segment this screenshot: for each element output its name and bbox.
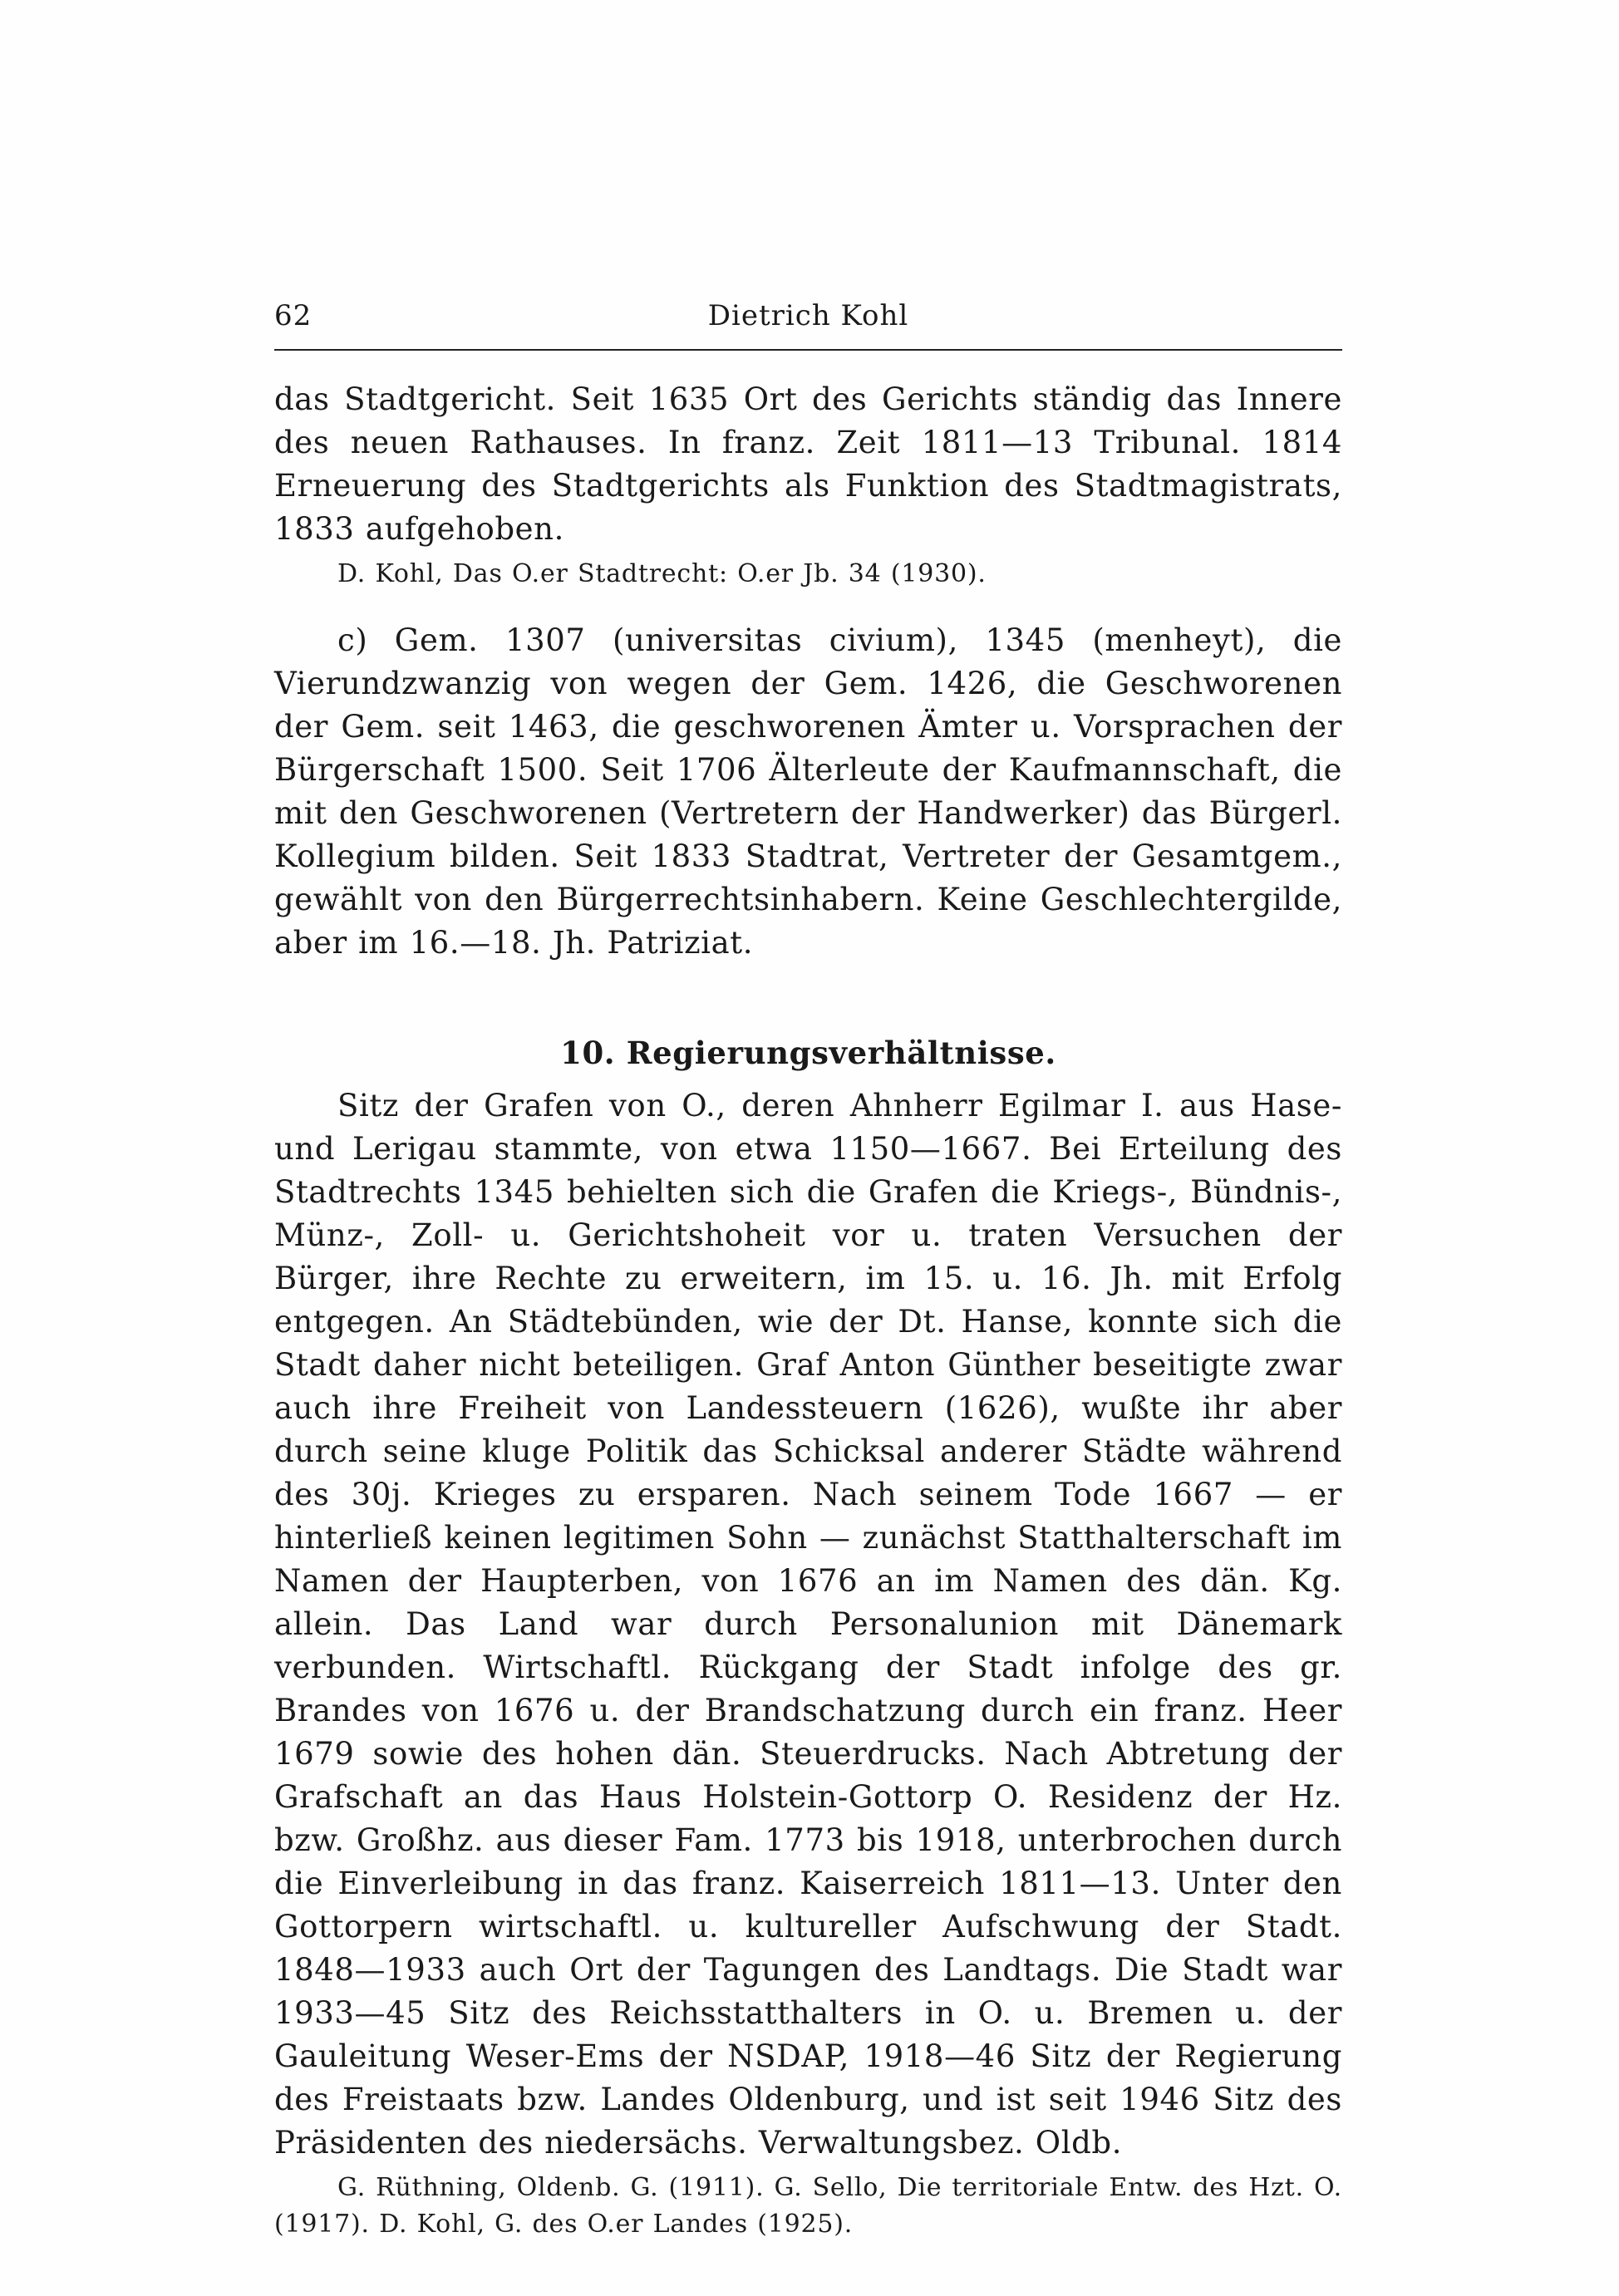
- page-header: [274, 299, 1342, 351]
- citation-literature: G. Rüthning, Oldenb. G. (1911). G. Sello, Die territoriale Entw. des Hzt. O. (1917). D. Kohl, G. des O.er Landes (1925).: [274, 2173, 1342, 2239]
- section-heading: 10. Regierungsverhältnisse.: [560, 1035, 1056, 1071]
- paragraph-gemeinde: c) Gem. 1307 (universitas civium), 1345 (menheyt), die Vierundzwanzig von wegen der Gem. 1426, die Geschworenen der Gem. seit 1463, die geschworenen Ämter u. Vorsprachen der Bürgerschaft 1500. Seit 1706 Älterleute der Kaufmannschaft, die mit den Geschworenen (Vertretern der Handwerker) das Bürgerl. Kollegium bilden. Seit 1833 Stadtrat, Vertreter der Gesamtgem., gewählt von den Bürgerrechtsinhabern. Keine Geschlechtergilde, aber im 16.—18. Jh. Patriziat.: [274, 622, 1342, 961]
- citation-stadtrecht: D. Kohl, Das O.er Stadtrecht: O.er Jb. 34 (1930).: [337, 559, 987, 588]
- spacer: [274, 965, 1342, 1031]
- page-body: [274, 378, 1342, 2243]
- running-title: Dietrich Kohl: [707, 299, 909, 332]
- paragraph-regierung: Sitz der Grafen von O., deren Ahnherr Egilmar I. aus Hase- und Lerigau stammte, von etwa 1150—1667. Bei Erteilung des Stadtrechts 1345 behielten sich die Grafen die Kriegs-, Bündnis-, Münz-, Zoll- u. Gerichtshoheit vor u. traten Versuchen der Bürger, ihre Rechte zu erweitern, im 15. u. 16. Jh. mit Erfolg entgegen. An Städtebünden, wie der Dt. Hanse, konnte sich die Stadt daher nicht beteiligen. Graf Anton Günther beseitigte zwar auch ihre Freiheit von Landessteuern (1626), wußte ihr aber durch seine kluge Politik das Schicksal anderer Städte während des 30j. Krieges zu ersparen. Nach seinem Tode 1667 — er hinterließ keinen legitimen Sohn — zunächst Statthalterschaft im Namen der Haupterben, von 1676 an im Namen des dän. Kg. allein. Das Land war durch Personalunion mit Dänemark verbunden. Wirtschaftl. Rückgang der Stadt infolge des gr. Brandes von 1676 u. der Brandschatzung durch ein franz. Heer 1679 sowie des hohen dän. Steuerdrucks. Nach Abtretung der Grafschaft an das Haus Holstein-Gottorp O. Residenz der Hz. bzw. Großhz. aus dieser Fam. 1773 bis 1918, unterbrochen durch die Einverleibung in das franz. Kaiserreich 1811—13. Unter den Gottorpern wirtschaftl. u. kultureller Aufschwung der Stadt. 1848—1933 auch Ort der Tagungen des Landtags. Die Stadt war 1933—45 Sitz des Reichsstatthalters in O. u. Bremen u. der Gauleitung Weser-Ems der NSDAP, 1918—46 Sitz der Regierung des Freistaats bzw. Landes Oldenburg, und ist seit 1946 Sitz des Präsidenten des niedersächs. Verwaltungsbez. Oldb.: [274, 1088, 1342, 2161]
- spacer: [274, 592, 1342, 619]
- paragraph-stadtgericht: das Stadtgericht. Seit 1635 Ort des Gerichts ständig das Innere des neuen Rathauses. In franz. Zeit 1811—13 Tribunal. 1814 Erneuerung des Stadtgerichts als Funktion des Stadtmagistrats, 1833 aufgehoben.: [274, 381, 1342, 547]
- page-number: 62: [274, 299, 312, 332]
